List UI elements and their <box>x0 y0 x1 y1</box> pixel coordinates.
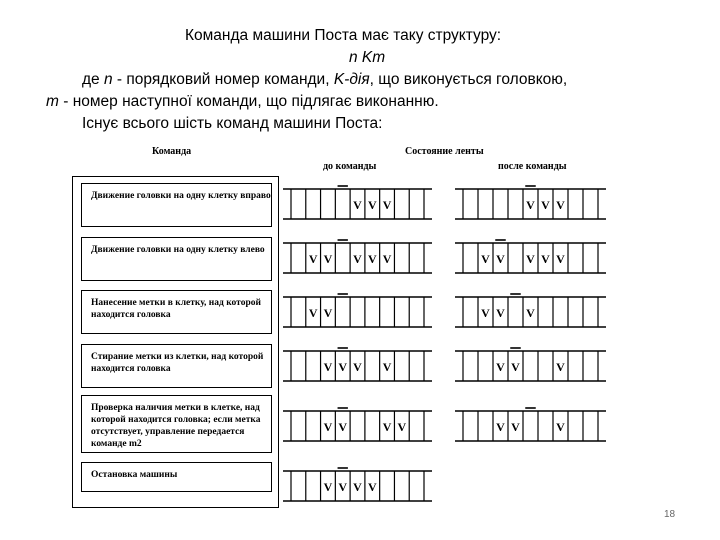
tape-after-mark: V <box>541 252 550 266</box>
tape-before-mark: V <box>353 198 362 212</box>
tape-after-mark: V <box>526 306 535 320</box>
header-before: до команды <box>323 161 377 172</box>
tape-before-mark: V <box>367 252 377 266</box>
tape-before-mark: V <box>338 420 348 434</box>
tape-before-mark: V <box>353 480 362 494</box>
tape-after-mark: V <box>511 360 520 374</box>
header-tape-state: Состояние ленты <box>405 146 484 157</box>
tape-before-mark: V <box>367 480 377 494</box>
tape-before-mark: V <box>323 480 333 494</box>
tape-before-mark: V <box>323 360 333 374</box>
tape-after-mark: V <box>481 306 490 320</box>
tape-after-mark: V <box>511 420 520 434</box>
tape-after-mark: V <box>556 252 565 266</box>
tape-before-mark: V <box>338 480 348 494</box>
tape-before-mark: V <box>353 252 362 266</box>
tape-after-mark: V <box>541 198 550 212</box>
tape-before-mark: V <box>323 420 333 434</box>
tape-after-mark: V <box>481 252 490 266</box>
intro-line-structure: Команда машини Поста має таку структуру: <box>185 27 502 44</box>
header-command: Команда <box>152 146 192 157</box>
tape-after-mark: V <box>496 420 505 434</box>
tape-before-mark: V <box>308 306 318 320</box>
command-description: Стирание метки из клетки, над которой находится головка <box>91 352 264 374</box>
tape-before-mark: V <box>382 360 392 374</box>
page-number: 18 <box>664 509 676 520</box>
tape-before-mark: V <box>308 252 318 266</box>
tape-before-mark: V <box>323 306 333 320</box>
intro-line-definition-m: m - номер наступної команди, що підлягає виконанню. <box>46 93 439 110</box>
tape-before-mark: V <box>382 252 392 266</box>
tape-before-mark: V <box>323 252 333 266</box>
tape-before-mark: V <box>338 360 348 374</box>
tape-after-mark: V <box>556 360 565 374</box>
command-description: Движение головки на одну клетку вправо <box>91 191 271 201</box>
tape-after-mark: V <box>526 252 535 266</box>
tape-before-mark: V <box>367 198 377 212</box>
tape-before-mark: V <box>382 198 392 212</box>
command-description: Проверка наличия метки в клетке, над которой находится головка; если метка отсутствует, управление передается команде m2 <box>91 403 261 449</box>
command-description: Остановка машины <box>91 470 178 480</box>
tape-after-mark: V <box>556 420 565 434</box>
command-description: Нанесение метки в клетку, над которой находится головка <box>91 298 261 320</box>
command-description: Движение головки на одну клетку влево <box>91 245 265 255</box>
intro-line-formula: n Km <box>349 49 386 66</box>
intro-line-definition-n: де n - порядковий номер команди, K-дія, що виконується головкою, <box>82 71 568 88</box>
tape-after-mark: V <box>556 198 565 212</box>
header-after: после команды <box>498 161 567 172</box>
tape-after-mark: V <box>496 252 505 266</box>
tape-before-mark: V <box>397 420 407 434</box>
intro-line-count: Існує всього шість команд машини Поста: <box>82 115 383 132</box>
tape-after-mark: V <box>526 198 535 212</box>
tape-after-mark: V <box>496 360 505 374</box>
tape-after-mark: V <box>496 306 505 320</box>
tape-before-mark: V <box>353 360 362 374</box>
tape-before-mark: V <box>382 420 392 434</box>
